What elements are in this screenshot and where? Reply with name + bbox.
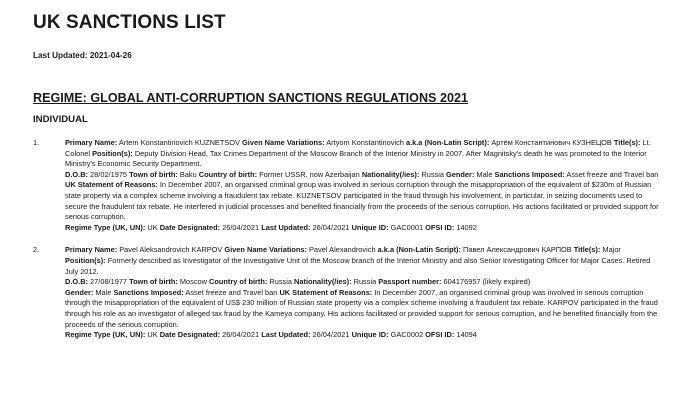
list-item — [33, 138, 662, 233]
field-label: a.k.a (Non-Latin Script): — [405, 138, 490, 147]
position-value: Deputy Division Head, Tax Crimes Department of the Moscow Branch of the Interior Ministry in 2007. After Magnitsky's death he was promoted to the Interior Ministry's Economic Security Department. — [65, 148, 647, 169]
field-label: Date Designated: — [159, 330, 221, 340]
field-label: Unique ID: — [351, 222, 389, 232]
birth-town-value: Moscow — [177, 277, 210, 287]
dob-value: 28/02/1975 — [88, 169, 130, 179]
field-label: Gender: — [65, 287, 94, 297]
field-label: Given Name Variations: — [224, 245, 307, 255]
entry-meta — [65, 223, 662, 234]
field-label: UK Statement of Reasons: — [65, 180, 158, 190]
field-label: UK Statement of Reasons: — [279, 287, 373, 297]
field-label: Position(s): — [65, 255, 106, 265]
field-label: Position(s): — [92, 148, 133, 158]
regime-type-value: UK — [145, 330, 160, 340]
field-label: D.O.B: — [65, 169, 88, 179]
designated-value: 26/04/2021 — [220, 330, 262, 340]
section-heading: INDIVIDUAL — [33, 114, 88, 125]
field-label: Date Designated: — [159, 222, 221, 232]
field-label: Regime Type (UK, UN): — [65, 222, 146, 232]
field-label: Last Updated: — [261, 222, 311, 232]
nationality-value: Russia — [419, 169, 447, 179]
position-value: Formerly described as Investigator of the Investigative Unit of the Moscow branch of the Interior Ministry and also Senior Investigating Officer for Major Cases. Retired July 2012. — [65, 255, 651, 276]
ofsi-id-value: 14092 — [454, 222, 477, 232]
entry-number: 2. — [33, 245, 40, 255]
field-label: Last Updated: — [261, 330, 311, 340]
regime-type-value: UK — [145, 222, 160, 232]
field-label: Gender: — [446, 169, 475, 179]
aka-name: Павел Александрович КАРПОВ — [460, 245, 574, 255]
entry-identity — [65, 245, 662, 277]
dob-value: 27/08/1977 — [88, 277, 130, 287]
given-name: Pavel Alexandrovich — [306, 245, 378, 255]
list-item — [33, 245, 662, 340]
gender-value: Male — [93, 287, 114, 297]
ofsi-id-value: 14094 — [454, 330, 477, 340]
field-label: Nationality(/ies): — [294, 277, 352, 287]
field-label: Sanctions Imposed: — [113, 287, 184, 297]
designated-value: 26/04/2021 — [220, 222, 262, 232]
field-label: Primary Name: — [65, 138, 118, 147]
field-label: Country of birth: — [209, 277, 268, 287]
last-updated: Last Updated: 2021-04-26 — [33, 51, 132, 60]
primary-name: Pavel Aleksandrovich KARPOV — [117, 245, 225, 255]
birth-town-value: Baku — [177, 169, 199, 179]
entry-body — [65, 138, 662, 233]
gender-value: Male — [474, 169, 495, 179]
field-label: OFSI ID: — [425, 330, 455, 340]
given-name: Artyom Konstantinovich — [324, 138, 406, 147]
last-updated-value: 26/04/2021 — [310, 330, 352, 340]
entry-identity — [65, 138, 662, 170]
field-label: Sanctions Imposed: — [494, 169, 565, 179]
entry-sanctions — [65, 288, 662, 330]
field-label: Title(s): — [613, 138, 641, 147]
field-label: Unique ID: — [351, 330, 389, 340]
field-label: a.k.a (Non-Latin Script): — [377, 245, 461, 255]
field-label: Title(s): — [573, 245, 601, 255]
field-label: Town of birth: — [129, 277, 178, 287]
sanctions-value: Asset freeze and Travel ban — [564, 169, 659, 179]
document-title: UK SANCTIONS LIST — [33, 12, 226, 33]
field-label: Primary Name: — [65, 245, 118, 255]
field-label: Town of birth: — [129, 169, 178, 179]
aka-name: Артём Константинович КУЗНЕЦОВ — [489, 138, 614, 147]
regime-heading: REGIME: GLOBAL ANTI-CORRUPTION SANCTIONS REGULATIONS 2021 — [33, 91, 468, 105]
field-label: Nationality(/ies): — [361, 169, 420, 179]
unique-id-value: GAC0001 — [388, 222, 426, 232]
field-label: Country of birth: — [198, 169, 258, 179]
title-value: Major — [600, 245, 621, 255]
entries-list — [33, 138, 662, 341]
reasons-value: In December 2007, an organised criminal group was involved in serious corruption through the misappropriation of the equivalent of $230m of Russian state property via a complex scheme involving a fraudulent tax rebate. KUZNETSOV participated in the fraud through his involvement, in particular, in seizing documents used to secure the fraudulent tax rebate. He interfered in judicial processes and benefited financially from the proceeds of the serious corruption. His actions facilitated or provided support for serious corruption. — [65, 180, 659, 222]
entry-details — [65, 277, 662, 288]
birth-country-value: Russia — [267, 277, 295, 287]
reasons-value: In December 2007, an organised criminal group was involved in serious corruption through the misappropriation of the equivalent of US$ 230 million of Russian state property via a complex scheme involving a fraudulent tax rebate. KARPOV participated in the fraud through his role as an investigator of alleged tax fraud by the Kameya company. His actions facilitated or provided support for serious corruption, and he benefited financially from the proceeds of the serious corruption. — [65, 287, 658, 329]
field-label: Regime Type (UK, UN): — [65, 330, 146, 340]
entry-details — [65, 170, 662, 223]
birth-country-value: Former USSR, now Azerbaijan — [257, 169, 362, 179]
primary-name: Artem Konstantinovich KUZNETSOV — [117, 138, 243, 147]
entry-meta — [65, 330, 662, 341]
entry-number: 1. — [33, 138, 40, 147]
last-updated-value: 26/04/2021 — [310, 222, 352, 232]
title-value: Lt. Colonel — [65, 138, 651, 158]
field-label: D.O.B: — [65, 277, 88, 287]
field-label: OFSI ID: — [425, 222, 455, 232]
entry-body — [65, 245, 662, 340]
unique-id-value: GAC0002 — [388, 330, 426, 340]
nationality-value: Russia — [351, 277, 379, 287]
field-label: Given Name Variations: — [242, 138, 325, 147]
passport-value: 604176957 (likely expired) — [441, 277, 531, 287]
field-label: Passport number: — [378, 277, 442, 287]
sanctions-value: Asset freeze and Travel ban — [183, 287, 280, 297]
